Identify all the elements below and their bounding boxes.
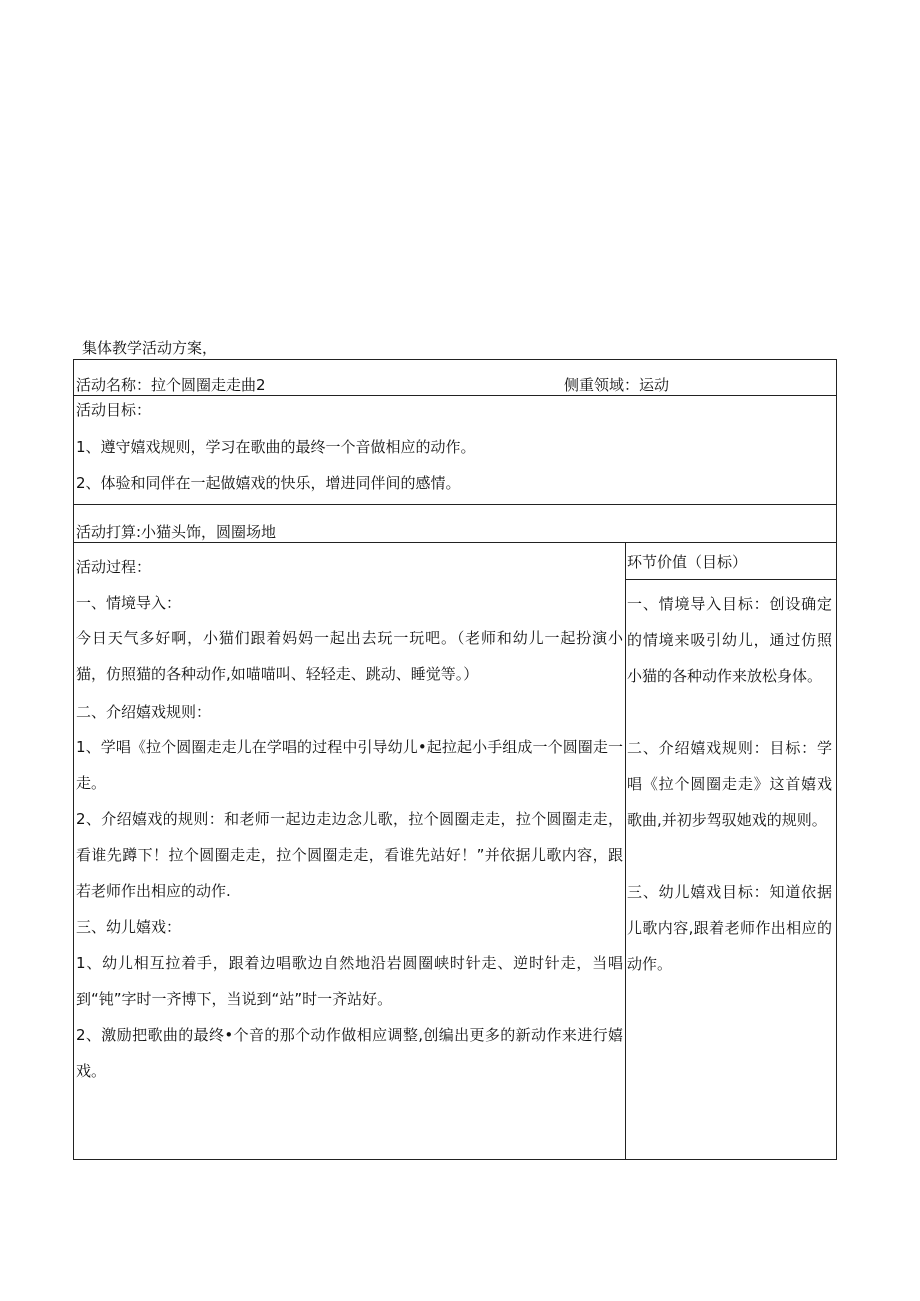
- process-section-heading: 三、幼儿嬉戏：: [76, 918, 182, 936]
- goal-item-2: 2、体验和同伴在一起做嬉戏的快乐，增进同伴间的感情。: [76, 474, 461, 492]
- row-divider-info: [74, 395, 836, 396]
- process-paragraph: 1、学唱《拉个圆圈走走儿在学唱的过程中引导幼儿•起拉起小手组成一个圆圈走一走。: [76, 738, 623, 792]
- column-divider: [625, 542, 626, 1159]
- value-item: 二、介绍嬉戏规则：目标：学唱《拉个圆圈走走》这首嬉戏歌曲,并初步驾驭她戏的规则。: [627, 739, 832, 829]
- focus-area: 侧重领域：运动: [564, 376, 670, 394]
- process-section-heading: 一、情境导入：: [76, 594, 182, 612]
- value-label: 环节价值（目标）: [627, 553, 748, 571]
- activity-name: 活动名称：拉个圆圈走走曲2: [76, 376, 266, 394]
- right-column-header-divider: [625, 579, 836, 580]
- value-item: 三、幼儿嬉戏目标：知道依据儿歌内容,跟着老师作出相应的动作。: [627, 883, 832, 973]
- goals-label: 活动目标：: [76, 401, 152, 419]
- lesson-plan-table: [73, 359, 837, 1160]
- activity-preparation: 活动打算:小猫头饰，圆圈场地: [76, 523, 277, 541]
- process-paragraph: 1、幼儿相互拉着手，跟着边唱歌边自然地沿岩圆圈峡时针走、逆时针走，当唱到“钝”字时一齐博下，当说到“站”时一齐站好。: [76, 954, 623, 1008]
- row-divider-preparation: [74, 542, 836, 543]
- process-label: 活动过程：: [76, 558, 152, 576]
- process-paragraph: 今日天气多好啊，小猫们跟着妈妈一起出去玩一玩吧。（老师和幼儿一起扮演小猫，仿照猫的各种动作,如喵喵叫、轻轻走、跳动、睡觉等。）: [76, 629, 623, 683]
- process-paragraph: 2、激励把歌曲的最终•个音的那个动作做相应调整,创编出更多的新动作来进行嬉戏。: [76, 1026, 623, 1080]
- value-item: 一、情境导入目标：创设确定的情境来吸引幼儿，通过仿照小猫的各种动作来放松身体。: [627, 595, 832, 685]
- document-header: 集体教学活动方案，: [82, 339, 218, 357]
- goal-item-1: 1、遵守嬉戏规则，学习在歌曲的最终一个音做相应的动作。: [76, 438, 476, 456]
- process-section-heading: 二、介绍嬉戏规则：: [76, 703, 212, 721]
- process-paragraph: 2、介绍嬉戏的规则：和老师一起边走边念儿歌，拉个圆圈走走，拉个圆圈走走，看谁先蹲下！拉个圆圈走走，拉个圆圈走走，看谁先站好！”并依据儿歌内容，跟若老师作出相应的动作.: [76, 810, 623, 900]
- row-divider-goals: [74, 504, 836, 505]
